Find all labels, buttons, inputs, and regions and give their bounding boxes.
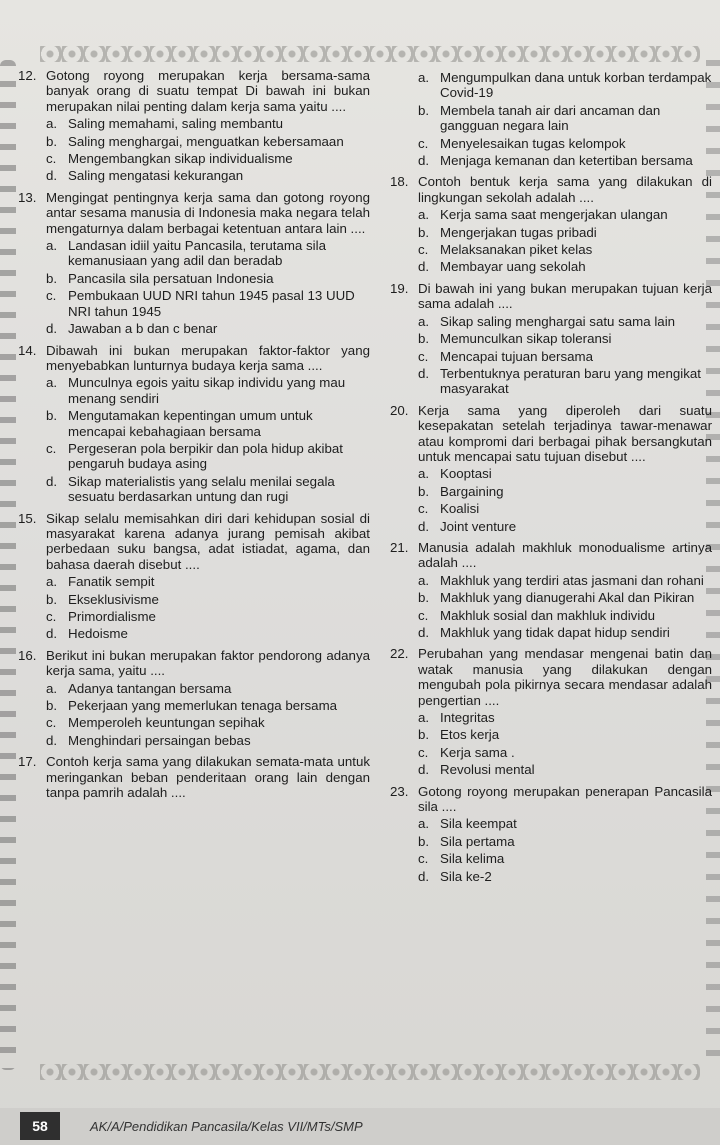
question-stem: [390, 174, 712, 205]
option-text: Memperoleh keuntungan sepihak: [68, 715, 265, 731]
option-text: Menyelesaikan tugas kelompok: [440, 135, 626, 151]
answer-option: [46, 288, 370, 319]
option-text: Kooptasi: [440, 466, 492, 482]
answer-option: [418, 625, 712, 640]
option-text: Primordialisme: [68, 609, 156, 624]
option-text: Pekerjaan yang memerlukan tenaga bersama: [68, 698, 338, 714]
answer-option: [46, 134, 370, 149]
binding-rings-top: [40, 46, 700, 62]
answer-option: [46, 592, 370, 607]
option-text: Makhluk yang dianugerahi Akal dan Pikiran: [440, 590, 695, 606]
answer-option: [418, 103, 712, 134]
option-letter: d.: [418, 365, 430, 381]
question-text: Dibawah ini bukan merupakan faktor-faktor yang menyebabkan lunturnya budaya kerja sama ....: [46, 342, 370, 373]
option-letter: b.: [418, 833, 430, 849]
question-text: Contoh kerja sama yang dilakukan semata-mata untuk meringankan beban penderitaan orang lain dengan tanpa pamrih adalah ....: [46, 754, 370, 801]
question-item: [390, 281, 712, 397]
answer-option: [418, 727, 712, 742]
answer-option: [418, 710, 712, 725]
option-text: Sila ke-2: [440, 868, 492, 884]
option-letter: b.: [418, 331, 430, 347]
option-text: Saling mengatasi kekurangan: [68, 168, 244, 184]
option-letter: a.: [418, 466, 430, 482]
option-letter: a.: [418, 816, 430, 832]
option-letter: b.: [418, 224, 430, 240]
question-stem: [390, 403, 712, 465]
option-text: Munculnya egois yaitu sikap individu yang mau menang sendiri: [68, 375, 346, 406]
option-text: Makhluk yang tidak dapat hidup sendiri: [440, 625, 670, 640]
option-text: Joint venture: [440, 518, 517, 534]
question-text: Perubahan yang mendasar mengenai batin dan watak manusia yang dilakukan dengan mengubah pola pikirnya secara mendasar adalah pengertian ....: [418, 646, 712, 708]
answer-option: [46, 238, 370, 269]
question-text: Gotong royong merupakan penerapan Pancasila sila ....: [418, 783, 712, 815]
answer-option: [46, 151, 370, 166]
question-item: [390, 784, 712, 884]
answer-option: [418, 225, 712, 240]
answer-option: [418, 519, 712, 534]
option-letter: c.: [418, 501, 429, 517]
question-item: [18, 648, 370, 748]
option-letter: d.: [418, 762, 430, 778]
question-text: Manusia adalah makhluk monodualisme artinya adalah ....: [418, 539, 712, 571]
option-letter: b.: [46, 133, 58, 149]
question-text: Gotong royong merupakan kerja bersama-sama banyak orang di suatu tempat Di bawah ini bukan merupakan nilai penting dalam kerja sama yaitu ....: [46, 68, 370, 114]
option-letter: c.: [46, 609, 57, 624]
option-letter: a.: [46, 116, 58, 132]
option-letter: b.: [418, 727, 430, 743]
answer-option: [46, 321, 370, 336]
option-text: Mengembangkan sikap individualisme: [68, 151, 293, 167]
question-stem: [390, 540, 712, 571]
question-number: 23.: [390, 783, 409, 799]
answer-option: [46, 626, 370, 641]
question-item: [390, 403, 712, 534]
question-item: [18, 754, 370, 800]
option-text: Mencapai tujuan bersama: [440, 348, 594, 364]
answer-option: [418, 136, 712, 151]
question-number: 18.: [390, 174, 409, 190]
question-stem: [18, 190, 370, 236]
question-text: Mengingat pentingnya kerja sama dan gotong royong antar sesama manusia di Indonesia maka negara telah mengaturnya dalam berbagai ketentuan antara lain ....: [46, 189, 370, 236]
answer-option: [46, 474, 370, 505]
option-letter: c.: [46, 151, 57, 167]
option-text: Sila keempat: [440, 816, 517, 832]
question-stem: [18, 648, 370, 679]
left-question-column: [18, 68, 370, 806]
binding-rings-left: [0, 60, 16, 1070]
option-letter: c.: [46, 715, 57, 731]
option-text: Sila kelima: [440, 851, 505, 867]
option-letter: b.: [46, 408, 58, 424]
question-item: [390, 70, 712, 168]
answer-option: [418, 816, 712, 831]
option-letter: c.: [418, 348, 429, 364]
answer-option: [418, 366, 712, 397]
question-text: Kerja sama yang diperoleh dari suatu kesepakatan setelah terjadinya tawar-menawar atau kompromi dari berbagai pihak bersangkutan untuk mencapai satu tujuan disebut ....: [418, 402, 712, 464]
option-letter: c.: [418, 135, 429, 151]
option-letter: a.: [418, 710, 430, 726]
answer-option: [418, 466, 712, 481]
answer-option: [418, 331, 712, 346]
option-letter: d.: [46, 626, 58, 642]
question-stem: [18, 511, 370, 573]
option-letter: d.: [46, 321, 58, 337]
question-number: 19.: [390, 280, 409, 296]
question-number: 12.: [18, 68, 37, 83]
answer-option: [46, 698, 370, 713]
option-text: Memunculkan sikap toleransi: [440, 331, 612, 347]
answer-option: [418, 153, 712, 168]
option-text: Melaksanakan piket kelas: [440, 242, 593, 258]
option-letter: a.: [418, 572, 430, 588]
question-stem: [18, 68, 370, 114]
option-text: Terbentuknya peraturan baru yang mengikat masyarakat: [440, 365, 701, 397]
option-text: Etos kerja: [440, 727, 500, 743]
option-letter: c.: [418, 242, 429, 258]
answer-option: [418, 501, 712, 516]
answer-option: [418, 762, 712, 777]
option-text: Menghindari persaingan bebas: [68, 732, 251, 748]
option-letter: b.: [46, 591, 58, 607]
answer-option: [418, 70, 712, 101]
answer-option: [46, 116, 370, 131]
option-letter: b.: [418, 102, 430, 118]
option-text: Makhluk sosial dan makhluk individu: [440, 607, 656, 623]
answer-option: [46, 609, 370, 624]
answer-option: [418, 314, 712, 329]
question-number: 21.: [390, 539, 409, 555]
question-item: [18, 343, 370, 505]
question-number: 20.: [390, 402, 409, 418]
answer-option: [46, 408, 370, 439]
option-letter: c.: [418, 851, 429, 867]
question-number: 16.: [18, 647, 37, 663]
right-question-column: [390, 68, 712, 890]
answer-option: [418, 349, 712, 364]
answer-option: [46, 574, 370, 589]
answer-option: [418, 745, 712, 760]
option-text: Kerja sama .: [440, 744, 515, 760]
option-text: Adanya tantangan bersama: [68, 680, 232, 696]
option-text: Jawaban a b dan c benar: [68, 321, 218, 337]
option-text: Saling memahami, saling membantu: [68, 116, 284, 132]
question-item: [390, 174, 712, 274]
question-number: 22.: [390, 646, 409, 662]
option-letter: c.: [46, 440, 57, 456]
option-letter: a.: [46, 680, 58, 696]
answer-option: [46, 715, 370, 730]
option-text: Mengerjakan tugas pribadi: [440, 224, 597, 240]
option-letter: d.: [46, 473, 58, 489]
binding-rings-bottom: [40, 1064, 700, 1080]
question-number: 13.: [18, 189, 37, 205]
answer-option: [46, 168, 370, 183]
question-stem: [18, 754, 370, 800]
option-letter: d.: [418, 518, 430, 534]
question-item: [18, 190, 370, 337]
question-text: Contoh bentuk kerja sama yang dilakukan di lingkungan sekolah adalah ....: [418, 174, 712, 205]
option-text: Ekseklusivisme: [68, 591, 159, 607]
answer-option: [418, 869, 712, 884]
option-letter: d.: [46, 732, 58, 748]
page-number-badge: 58: [20, 1112, 60, 1140]
option-letter: b.: [46, 698, 58, 714]
question-text: Di bawah ini yang bukan merupakan tujuan kerja sama adalah ....: [418, 280, 712, 312]
option-text: Revolusi mental: [440, 762, 535, 778]
answer-option: [46, 681, 370, 696]
option-letter: c.: [46, 288, 57, 304]
footer-book-label: AK/A/Pendidikan Pancasila/Kelas VII/MTs/SMP: [90, 1119, 363, 1134]
option-text: Bargaining: [440, 483, 504, 499]
option-text: Pergeseran pola berpikir dan pola hidup akibat pengaruh budaya asing: [68, 440, 343, 472]
option-letter: d.: [46, 168, 58, 184]
option-text: Kerja sama saat mengerjakan ulangan: [440, 207, 668, 223]
option-text: Pembukaan UUD NRI tahun 1945 pasal 13 UUD NRI tahun 1945: [68, 288, 355, 319]
question-item: [390, 540, 712, 640]
option-text: Mengutamakan kepentingan umum untuk mencapai kebahagiaan bersama: [68, 408, 313, 439]
option-letter: b.: [46, 270, 58, 286]
question-item: [18, 511, 370, 642]
option-text: Fanatik sempit: [68, 574, 155, 590]
option-text: Membela tanah air dari ancaman dan gangguan negara lain: [440, 102, 661, 134]
option-letter: c.: [418, 607, 429, 623]
option-letter: a.: [46, 574, 58, 590]
option-text: Menjaga kemanan dan ketertiban bersama: [440, 153, 693, 169]
question-stem: [390, 646, 712, 708]
option-text: Sila pertama: [440, 833, 515, 849]
answer-option: [46, 733, 370, 748]
option-letter: a.: [418, 70, 430, 85]
answer-option: [418, 590, 712, 605]
option-letter: a.: [46, 238, 58, 254]
answer-option: [46, 271, 370, 286]
answer-option: [46, 375, 370, 406]
option-text: Koalisi: [440, 501, 480, 517]
option-letter: b.: [418, 483, 430, 499]
question-number: 15.: [18, 510, 37, 526]
question-item: [390, 646, 712, 777]
option-text: Mengumpulkan dana untuk korban terdampak Covid-19: [440, 70, 712, 101]
option-letter: d.: [418, 153, 430, 169]
option-text: Pancasila sila persatuan Indonesia: [68, 270, 274, 286]
answer-option: [418, 851, 712, 866]
question-text: Berikut ini bukan merupakan faktor pendorong adanya kerja sama, yaitu ....: [46, 647, 370, 679]
option-letter: c.: [418, 744, 429, 760]
option-text: Membayar uang sekolah: [440, 259, 586, 275]
option-text: Saling menghargai, menguatkan kebersamaan: [68, 133, 344, 149]
answer-option: [418, 573, 712, 588]
question-stem: [390, 281, 712, 312]
option-text: Sikap materialistis yang selalu menilai segala sesuatu berdasarkan untung dan rugi: [68, 473, 335, 505]
option-text: Sikap saling menghargai satu sama lain: [440, 313, 676, 329]
option-letter: d.: [418, 625, 430, 640]
option-letter: a.: [418, 313, 430, 329]
option-text: Landasan idiil yaitu Pancasila, terutama sila kemanusiaan yang adil dan beradab: [68, 238, 326, 269]
option-letter: d.: [418, 259, 430, 275]
question-stem: [390, 784, 712, 815]
option-letter: d.: [418, 868, 430, 884]
answer-option: [46, 441, 370, 472]
option-letter: a.: [418, 207, 430, 223]
option-text: Makhluk yang terdiri atas jasmani dan rohani: [440, 572, 704, 588]
option-letter: b.: [418, 590, 430, 606]
question-stem: [18, 343, 370, 374]
option-letter: a.: [46, 375, 58, 391]
answer-option: [418, 484, 712, 499]
answer-option: [418, 834, 712, 849]
answer-option: [418, 242, 712, 257]
option-text: Integritas: [440, 710, 495, 726]
question-text: Sikap selalu memisahkan diri dari kehidupan sosial di masyarakat karena adanya jurang pemisah akibat perbedaan suku bangsa, adat istiadat, agama, dan bahasa daerah disebut ....: [46, 510, 370, 572]
answer-option: [418, 207, 712, 222]
answer-option: [418, 259, 712, 274]
answer-option: [418, 608, 712, 623]
option-text: Hedoisme: [68, 626, 128, 642]
question-item: [18, 68, 370, 184]
question-number: 14.: [18, 342, 37, 358]
question-number: 17.: [18, 754, 37, 770]
